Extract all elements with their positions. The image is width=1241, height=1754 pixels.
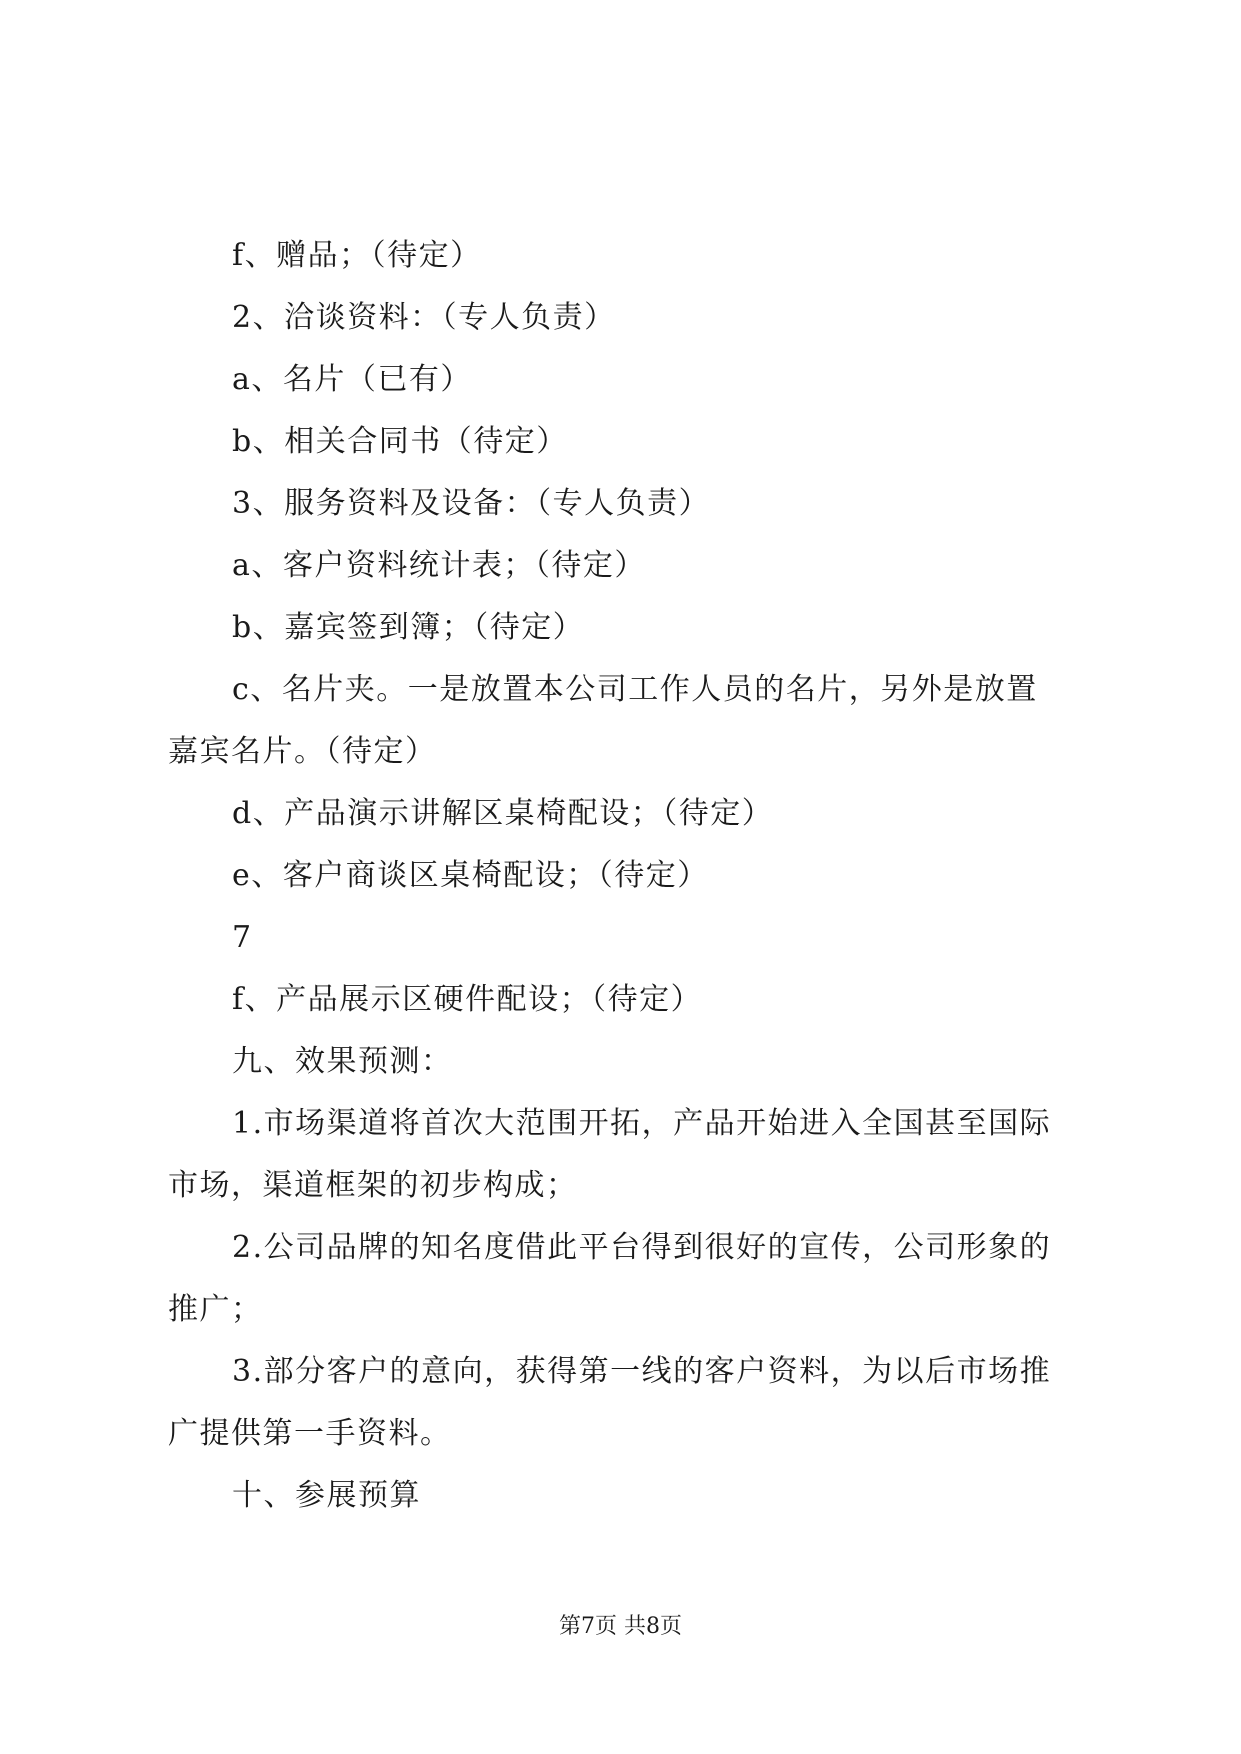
text-line-brand: 2.公司品牌的知名度借此平台得到很好的宣传，公司形象的 — [232, 1230, 1052, 1265]
text-line-card-holder: c、名片夹。一是放置本公司工作人员的名片，另外是放置 — [232, 672, 1038, 707]
page-number-footer: 第7页 共8页 — [559, 1614, 682, 1639]
text-line-customer-intent: 3.部分客户的意向，获得第一线的客户资料，为以后市场推 — [232, 1354, 1052, 1389]
section-heading-effect-forecast: 九、效果预测： — [232, 1044, 453, 1079]
text-line-market-channel-cont: 市场，渠道框架的初步构成； — [168, 1168, 578, 1203]
text-line-brand-cont: 推广； — [168, 1292, 263, 1327]
text-line-negotiation-area: e、客户商谈区桌椅配设；（待定） — [232, 858, 709, 893]
text-line-demo-area: d、产品演示讲解区桌椅配设；（待定） — [232, 796, 774, 831]
text-line-number: 7 — [232, 920, 253, 955]
text-line-business-card: a、名片（已有） — [232, 362, 472, 397]
text-line-service-materials: 3、服务资料及设备：（专人负责） — [232, 486, 711, 521]
text-line-display-area: f、产品展示区硬件配设；（待定） — [232, 982, 703, 1017]
text-line-contract: b、相关合同书（待定） — [232, 424, 568, 459]
text-line-market-channel: 1.市场渠道将首次大范围开拓，产品开始进入全国甚至国际 — [232, 1106, 1052, 1141]
text-line-gift: f、赠品；（待定） — [232, 238, 482, 273]
text-line-negotiation-materials: 2、洽谈资料：（专人负责） — [232, 300, 616, 335]
section-heading-budget: 十、参展预算 — [232, 1478, 421, 1513]
text-line-guest-signin: b、嘉宾签到簿；（待定） — [232, 610, 585, 645]
text-line-card-holder-cont: 嘉宾名片。（待定） — [168, 734, 437, 769]
text-line-customer-stats: a、客户资料统计表；（待定） — [232, 548, 646, 583]
text-line-customer-intent-cont: 广提供第一手资料。 — [168, 1416, 452, 1451]
